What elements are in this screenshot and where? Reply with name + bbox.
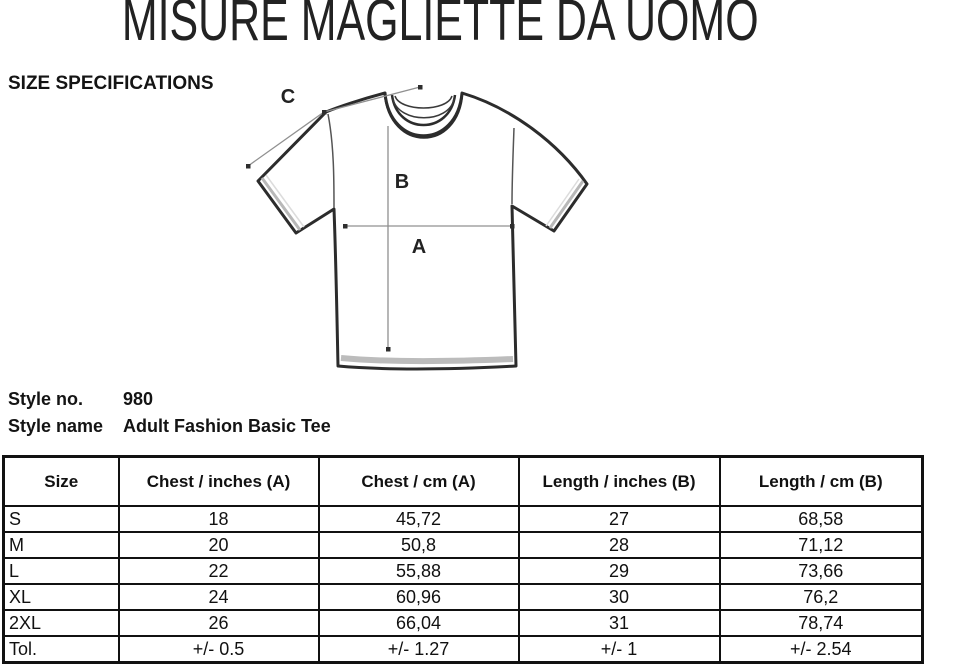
style-name-row: [8, 416, 331, 437]
page-title-text: MISURE MAGLIETTE DA UOMO: [121, 0, 759, 53]
table-row-xl: [4, 584, 923, 610]
col-header-chest-inches: Chest / inches (A): [119, 457, 319, 507]
style-no-row: [8, 389, 154, 410]
tshirt-measurement-diagram: [215, 80, 605, 380]
table-cell: L: [4, 558, 119, 584]
table-cell: 18: [119, 506, 319, 532]
table-cell: +/- 1.27: [319, 636, 519, 663]
table-row-m: [4, 532, 923, 558]
col-header-length-cm: Length / cm (B): [720, 457, 923, 507]
table-cell: 22: [119, 558, 319, 584]
table-row-2xl: [4, 610, 923, 636]
size-specifications-label: SIZE SPECIFICATIONS: [8, 73, 214, 94]
col-header-chest-cm: Chest / cm (A): [319, 457, 519, 507]
table-row-s: [4, 506, 923, 532]
size-table-header-row: [4, 457, 923, 507]
table-cell: 76,2: [720, 584, 923, 610]
table-cell: 55,88: [319, 558, 519, 584]
size-table: [2, 455, 924, 664]
col-header-size: Size: [4, 457, 119, 507]
table-cell: 78,74: [720, 610, 923, 636]
table-cell: 20: [119, 532, 319, 558]
table-cell: S: [4, 506, 119, 532]
table-cell: 28: [519, 532, 720, 558]
style-no-value: 980: [123, 389, 154, 409]
style-name-value: Adult Fashion Basic Tee: [123, 416, 331, 436]
table-cell: +/- 0.5: [119, 636, 319, 663]
table-cell: 31: [519, 610, 720, 636]
chest-measure-label-a: A: [411, 236, 427, 258]
hem-ribbing: [341, 358, 513, 361]
table-row-l: [4, 558, 923, 584]
table-cell: +/- 1: [519, 636, 720, 663]
table-cell: 71,12: [720, 532, 923, 558]
table-cell: 45,72: [319, 506, 519, 532]
table-cell: 50,8: [319, 532, 519, 558]
style-no-label: Style no.: [8, 389, 84, 409]
table-cell: 29: [519, 558, 720, 584]
table-cell: XL: [4, 584, 119, 610]
table-cell: 27: [519, 506, 720, 532]
table-cell: 66,04: [319, 610, 519, 636]
table-cell: 30: [519, 584, 720, 610]
table-row-tolerance: [4, 636, 923, 663]
style-name-label: Style name: [8, 416, 104, 436]
table-cell: 24: [119, 584, 319, 610]
table-cell: 68,58: [720, 506, 923, 532]
col-header-length-inches: Length / inches (B): [519, 457, 720, 507]
table-cell: 73,66: [720, 558, 923, 584]
table-cell: +/- 2.54: [720, 636, 923, 663]
page-title: [0, 0, 880, 53]
table-cell: M: [4, 532, 119, 558]
table-cell: 60,96: [319, 584, 519, 610]
table-cell: 26: [119, 610, 319, 636]
length-measure-label-b: B: [394, 171, 410, 193]
table-cell: Tol.: [4, 636, 119, 663]
table-cell: 2XL: [4, 610, 119, 636]
sleeve-measure-label-c: C: [280, 86, 296, 108]
